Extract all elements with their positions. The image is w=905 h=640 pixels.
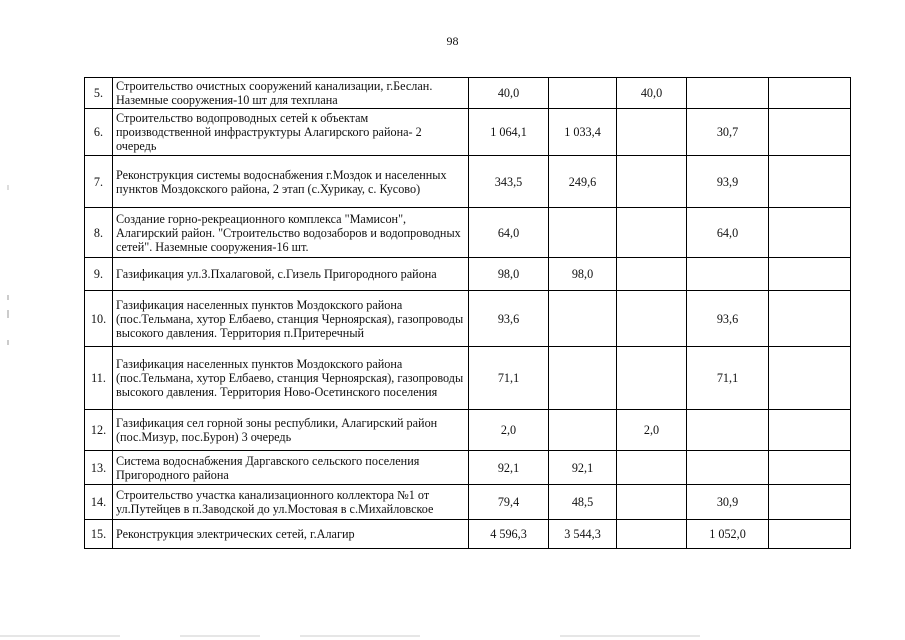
row-description: Газификация сел горной зоны республики, Алагирский район (пос.Мизур, пос.Бурон) 3 очередь (113, 410, 469, 451)
cell-col-3 (617, 451, 687, 485)
cell-col-4: 64,0 (687, 208, 769, 258)
table-row (85, 410, 851, 451)
row-number: 14. (85, 485, 113, 520)
cell-col-5 (769, 520, 851, 549)
cell-col-5 (769, 451, 851, 485)
cell-col-2: 92,1 (549, 451, 617, 485)
cell-col-2: 1 033,4 (549, 109, 617, 156)
cell-col-2 (549, 291, 617, 347)
cell-col-4 (687, 451, 769, 485)
cell-col-2 (549, 208, 617, 258)
cell-col-5 (769, 156, 851, 208)
table-row (85, 451, 851, 485)
cell-total: 64,0 (469, 208, 549, 258)
cell-col-4: 93,9 (687, 156, 769, 208)
cell-total: 4 596,3 (469, 520, 549, 549)
table-row (85, 208, 851, 258)
cell-col-3 (617, 258, 687, 291)
cell-col-2: 249,6 (549, 156, 617, 208)
cell-col-4 (687, 78, 769, 109)
cell-col-2: 3 544,3 (549, 520, 617, 549)
cell-col-3: 40,0 (617, 78, 687, 109)
row-description: Газификация населенных пунктов Моздокского района (пос.Тельмана, хутор Елбаево, станция Черноярская), газопроводы высокого давления. Территория Ново-Осетинского поселения (113, 347, 469, 410)
cell-col-3 (617, 156, 687, 208)
cell-col-3 (617, 109, 687, 156)
row-number: 5. (85, 78, 113, 109)
cell-total: 98,0 (469, 258, 549, 291)
cell-col-4 (687, 410, 769, 451)
table-row (85, 258, 851, 291)
row-number: 6. (85, 109, 113, 156)
cell-col-3 (617, 347, 687, 410)
cell-col-5 (769, 208, 851, 258)
row-description: Газификация ул.З.Пхалаговой, с.Гизель Пригородного района (113, 258, 469, 291)
cell-total: 79,4 (469, 485, 549, 520)
row-description: Реконструкция системы водоснабжения г.Моздок и населенных пунктов Моздокского района, 2 этап (с.Хурикау, с. Кусово) (113, 156, 469, 208)
row-number: 11. (85, 347, 113, 410)
row-description: Создание горно-рекреационного комплекса "Мамисон", Алагирский район. "Строительство водозаборов и водопроводных сетей". Наземные сооружения-16 шт. (113, 208, 469, 258)
table-row (85, 156, 851, 208)
row-description: Газификация населенных пунктов Моздокского района (пос.Тельмана, хутор Елбаево, станция Черноярская), газопроводы высокого давления. Территория п.Притеречный (113, 291, 469, 347)
investment-table (84, 77, 851, 549)
row-description: Строительство участка канализационного коллектора №1 от ул.Путейцев в п.Заводской до ул.Мостовая в с.Михайловское (113, 485, 469, 520)
cell-total: 71,1 (469, 347, 549, 410)
cell-col-4: 30,7 (687, 109, 769, 156)
table-row (85, 78, 851, 109)
cell-total: 343,5 (469, 156, 549, 208)
cell-col-4 (687, 258, 769, 291)
cell-col-5 (769, 109, 851, 156)
cell-col-3 (617, 291, 687, 347)
row-number: 12. (85, 410, 113, 451)
cell-col-5 (769, 258, 851, 291)
cell-col-5 (769, 347, 851, 410)
cell-total: 40,0 (469, 78, 549, 109)
cell-col-4: 30,9 (687, 485, 769, 520)
cell-col-4: 71,1 (687, 347, 769, 410)
table-row (85, 291, 851, 347)
cell-col-3 (617, 520, 687, 549)
cell-total: 92,1 (469, 451, 549, 485)
cell-col-2 (549, 78, 617, 109)
row-description: Реконструкция электрических сетей, г.Алагир (113, 520, 469, 549)
cell-col-5 (769, 410, 851, 451)
page-number: 98 (446, 34, 459, 48)
row-number: 10. (85, 291, 113, 347)
cell-col-5 (769, 485, 851, 520)
table-row (85, 485, 851, 520)
table-row (85, 520, 851, 549)
cell-col-4: 93,6 (687, 291, 769, 347)
row-number: 7. (85, 156, 113, 208)
cell-col-2 (549, 410, 617, 451)
row-number: 13. (85, 451, 113, 485)
table-row (85, 109, 851, 156)
row-description: Система водоснабжения Даргавского сельского поселения Пригородного района (113, 451, 469, 485)
cell-total: 1 064,1 (469, 109, 549, 156)
cell-col-2 (549, 347, 617, 410)
row-number: 15. (85, 520, 113, 549)
cell-col-3: 2,0 (617, 410, 687, 451)
row-description: Строительство водопроводных сетей к объектам производственной инфраструктуры Алагирского района- 2 очередь (113, 109, 469, 156)
table-row (85, 347, 851, 410)
cell-col-3 (617, 485, 687, 520)
cell-col-5 (769, 78, 851, 109)
row-number: 9. (85, 258, 113, 291)
row-number: 8. (85, 208, 113, 258)
cell-total: 93,6 (469, 291, 549, 347)
cell-col-4: 1 052,0 (687, 520, 769, 549)
row-description: Строительство очистных сооружений канализации, г.Беслан. Наземные сооружения-10 шт для техплана (113, 78, 469, 109)
cell-total: 2,0 (469, 410, 549, 451)
cell-col-2: 48,5 (549, 485, 617, 520)
cell-col-3 (617, 208, 687, 258)
cell-col-2: 98,0 (549, 258, 617, 291)
cell-col-5 (769, 291, 851, 347)
